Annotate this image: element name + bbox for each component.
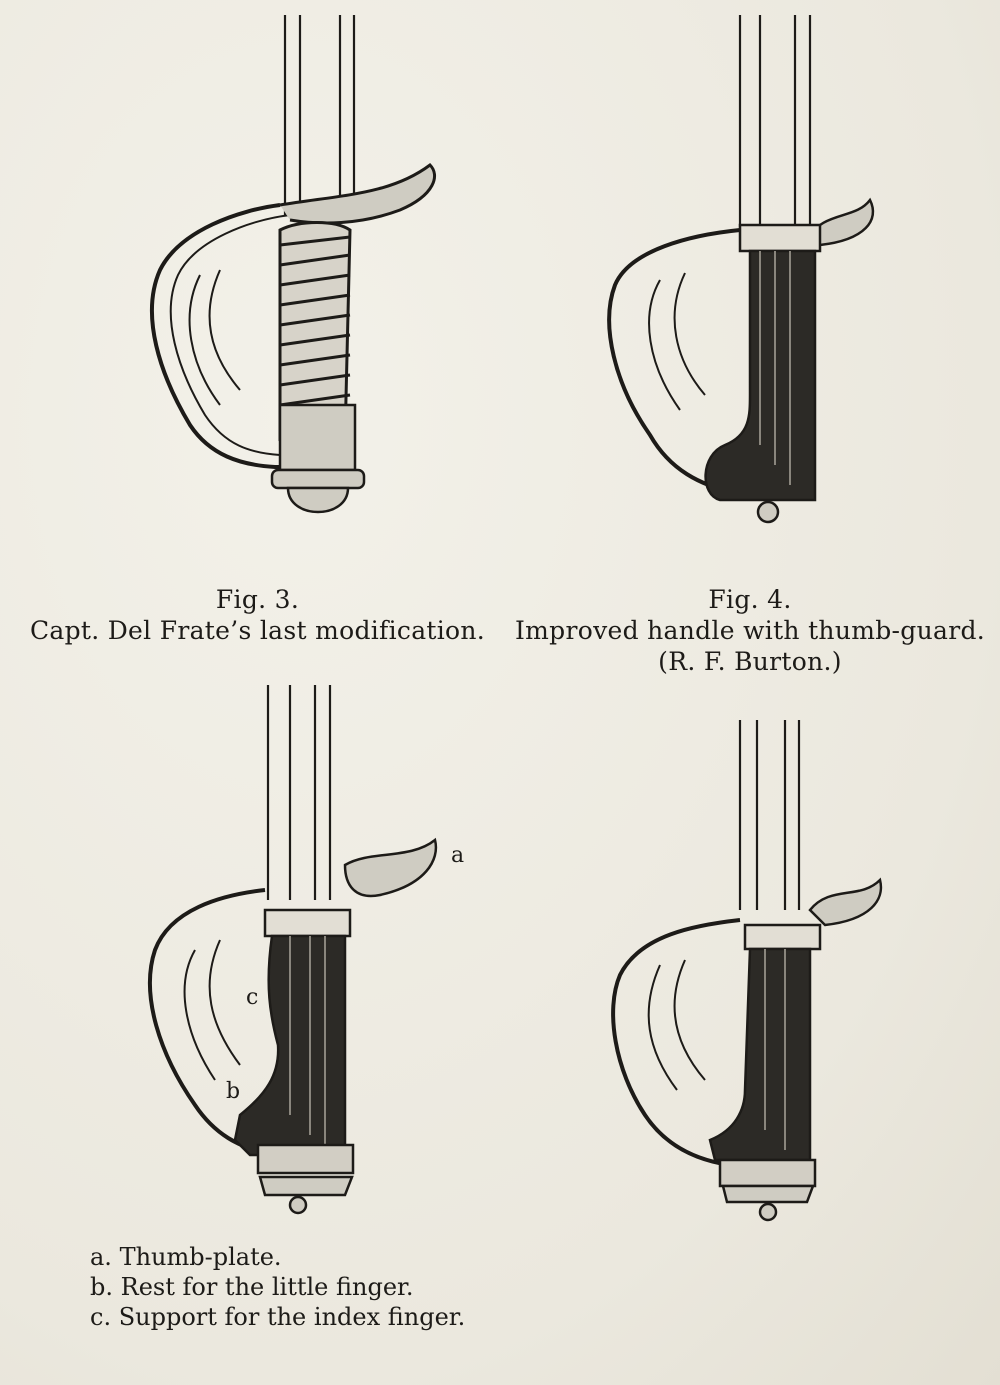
legend-item-b: b. Rest for the little finger. (90, 1273, 414, 1301)
figure-number: Fig. 3. (215, 585, 300, 614)
label-c: c (246, 985, 259, 1010)
sword-hilt-drawing (140, 685, 450, 1225)
label-b: b (226, 1079, 241, 1104)
sword-hilt-drawing (140, 15, 450, 545)
sword-hilt-drawing (585, 720, 895, 1220)
figure-caption-fig4 (500, 584, 1000, 677)
legend-item-a: a. Thumb-plate. (90, 1243, 282, 1271)
caption-line: (R. F. Burton.) (658, 647, 842, 676)
label-a: a (451, 843, 465, 868)
sword-illustration-annotated (140, 685, 450, 1225)
caption-line: Capt. Del Frate’s last modification. (29, 616, 486, 645)
legend (90, 1242, 465, 1332)
caption-line: Improved handle with thumb-guard. (514, 616, 985, 645)
sword-illustration-plain (585, 720, 895, 1220)
sword-illustration-fig4 (590, 15, 900, 535)
sword-hilt-drawing (590, 15, 900, 535)
sword-illustration-fig3 (140, 15, 450, 545)
figure-number: Fig. 4. (708, 585, 792, 614)
legend-item-c: c. Support for the index finger. (90, 1303, 466, 1331)
figure-caption-fig3 (0, 584, 515, 646)
